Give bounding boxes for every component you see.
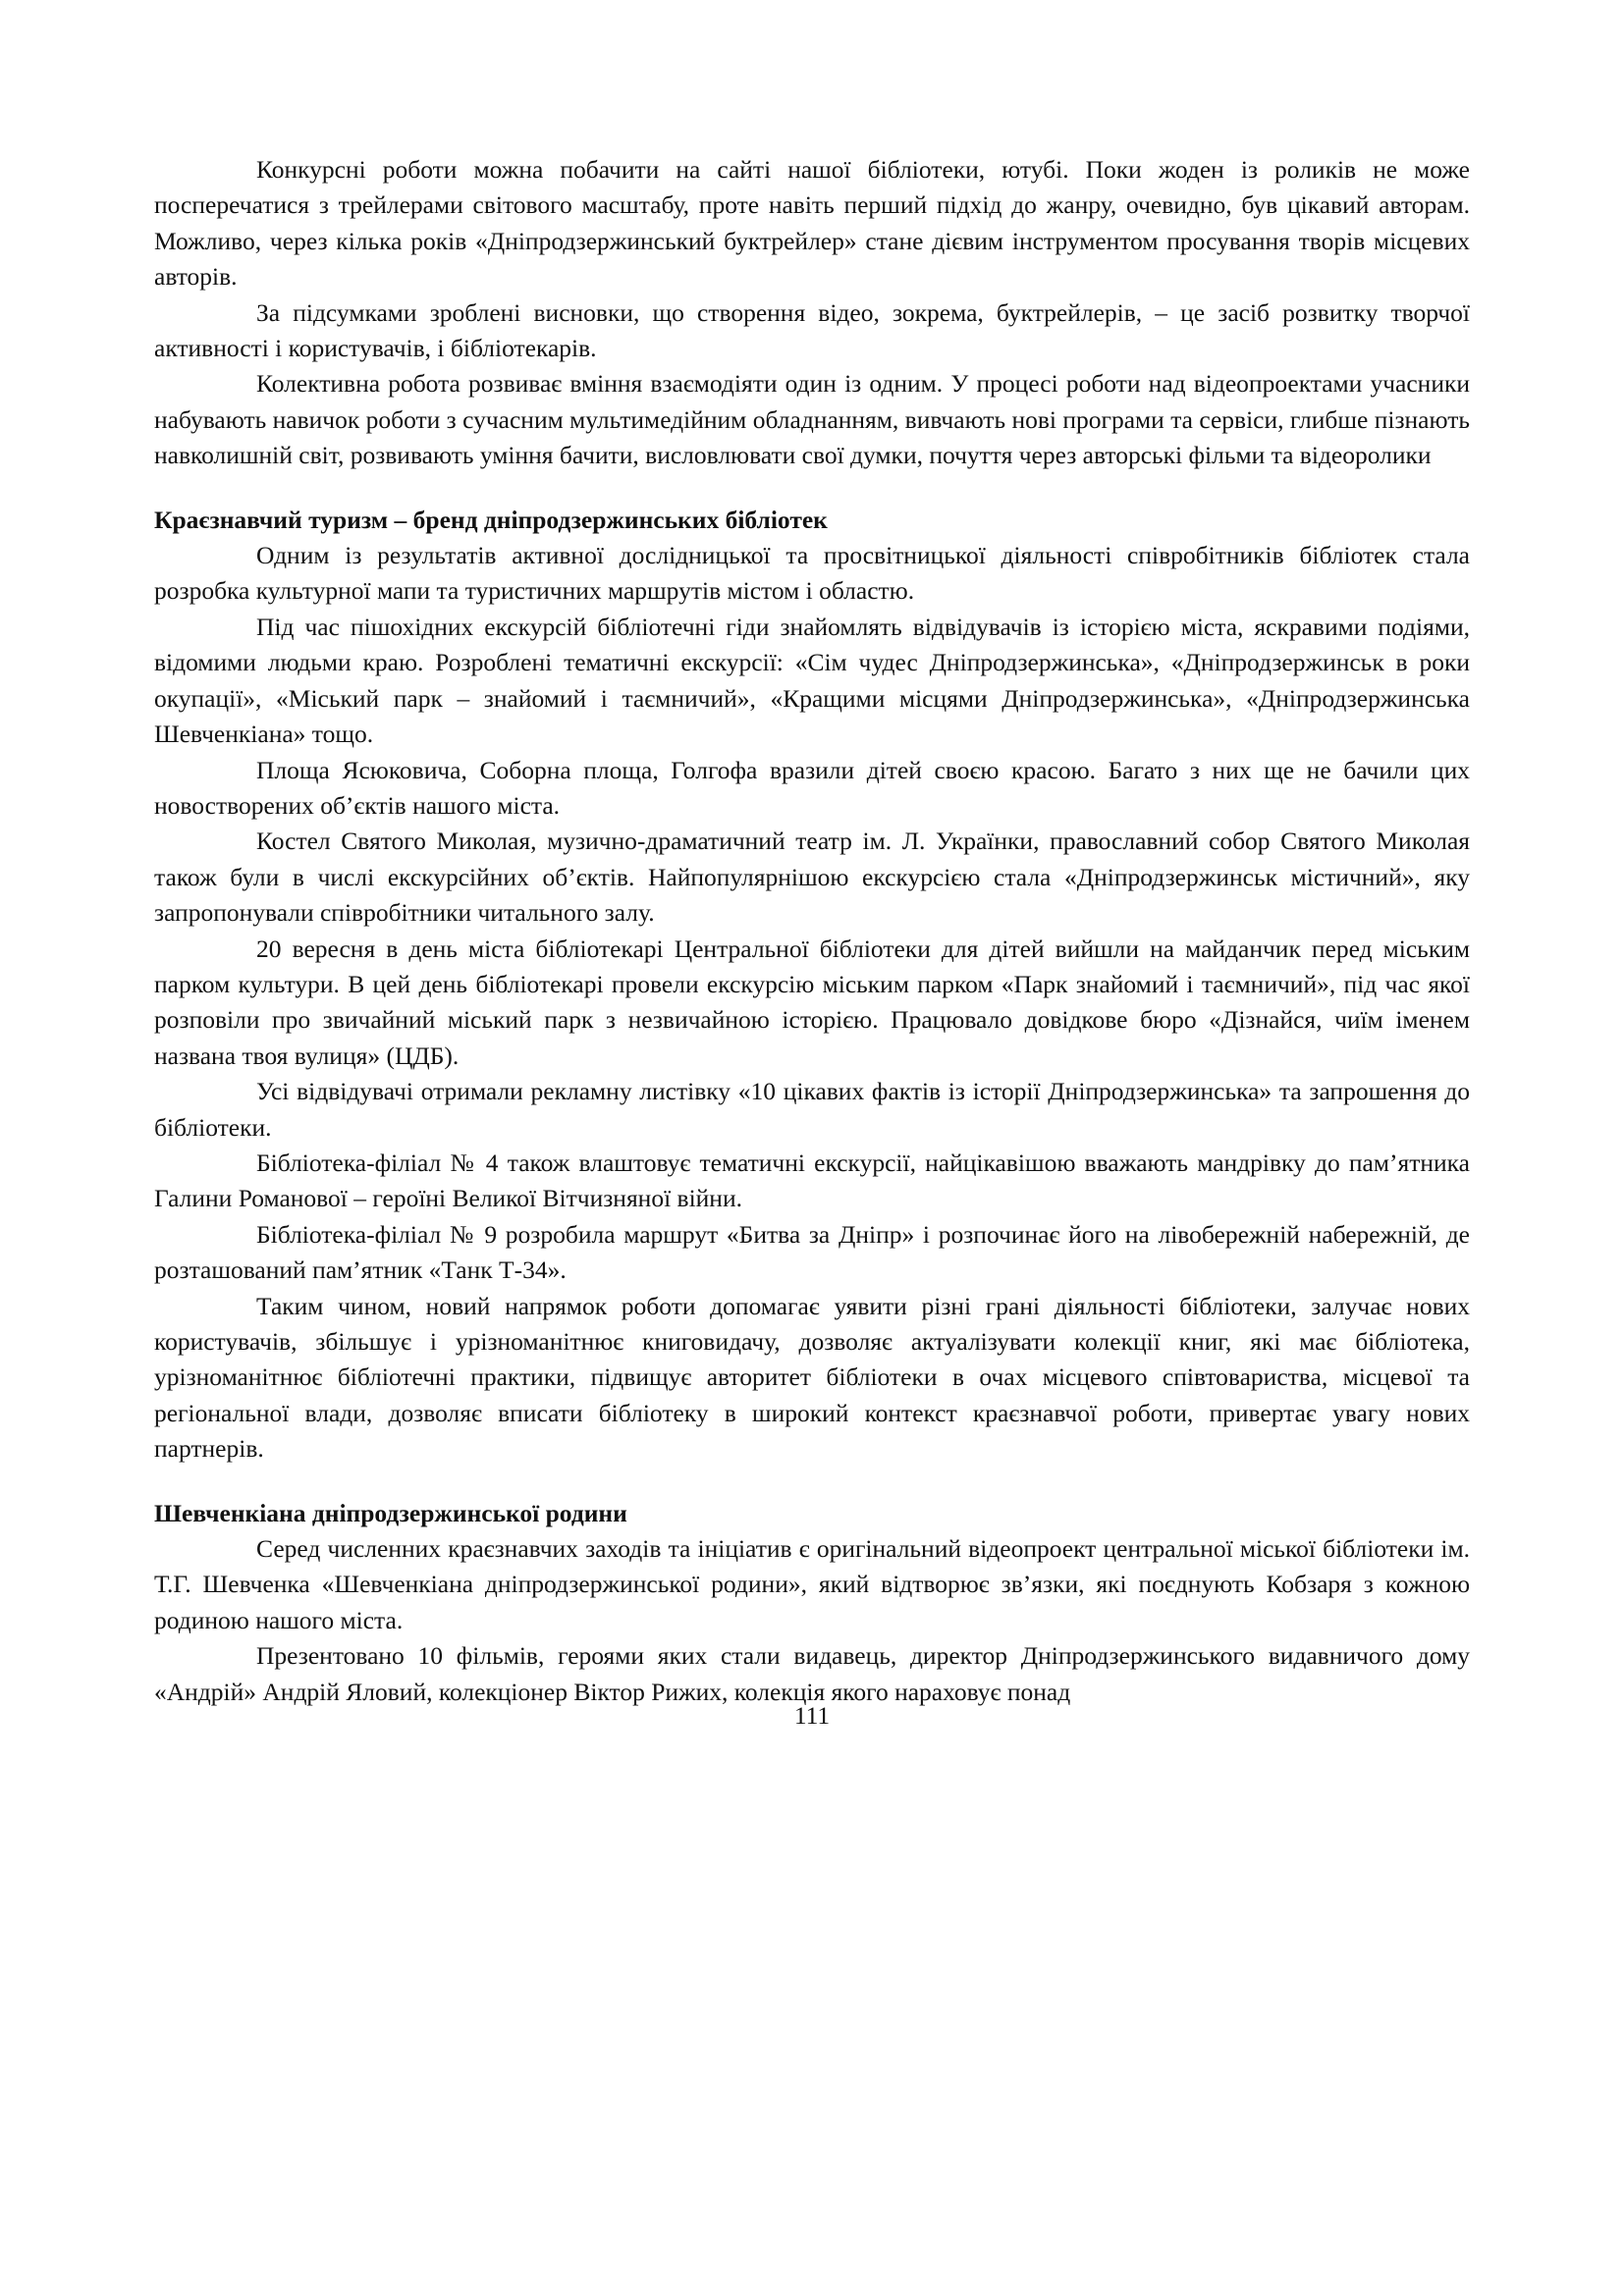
page-number: 111 xyxy=(793,1701,831,1730)
paragraph: Таким чином, новий напрямок роботи допомагає уявити різні грані діяльності бібліотеки, залучає нових користувачів, збільшує і урізноманітнює книговидачу, дозволяє актуалізувати колекції книг, які має бібліотека, урізноманітнює бібліотечні практики, підвищує авторитет бібліотеки в очах місцевого співтовариства, місцевої та регіональної влади, дозволяє вписати бібліотеку в широкий контекст краєзнавчої роботи, привертає увагу нових партнерів. xyxy=(154,1291,1470,1464)
paragraph: За підсумками зроблені висновки, що створення відео, зокрема, буктрейлерів, – це засіб розвитку творчої активності і користувачів, і бібліотекарів. xyxy=(154,297,1470,363)
section-shevchenkiana xyxy=(154,1496,1470,1710)
paragraph: Площа Ясюковича, Соборна площа, Голгофа вразили дітей своєю красою. Багато з них ще не бачили цих новостворених об’єктів нашого міста. xyxy=(154,755,1470,820)
paragraph: Бібліотека-філіал № 4 також влаштовує тематичні екскурсії, найцікавішою вважають мандрівку до пам’ятника Галини Романової – героїні Великої Вітчизняної війни. xyxy=(154,1148,1470,1213)
paragraph: Усі відвідувачі отримали рекламну листівку «10 цікавих фактів із історії Дніпродзержинська» та запрошення до бібліотеки. xyxy=(154,1077,1470,1142)
paragraph: Презентовано 10 фільмів, героями яких стали видавець, директор Дніпродзержинського видавничого дому «Андрій» Андрій Яловий, колекціонер Віктор Рижих, колекція якого нараховує понад xyxy=(154,1641,1470,1706)
paragraph: Колективна робота розвиває вміння взаємодіяти один із одним. У процесі роботи над відеопроектами учасники набувають навичок роботи з сучасним мультимедійним обладнанням, вивчають нові програми та сервіси, глибше пізнають навколишній світ, розвивають уміння бачити, висловлювати свої думки, почуття через авторські фільми та відеоролики xyxy=(154,369,1470,470)
document-page xyxy=(154,152,1470,1710)
paragraph: Костел Святого Миколая, музично-драматичний театр ім. Л. Українки, православний собор Святого Миколая також були в числі екскурсійних об’єктів. Найпопулярнішою екскурсією стала «Дніпродзержинськ містичний», яку запропонували співробітники читального залу. xyxy=(154,827,1470,928)
section-tourism xyxy=(154,503,1470,1468)
paragraph: Серед численних краєзнавчих заходів та ініціатив є оригінальний відеопроект центральної міської бібліотеки ім. Т.Г. Шевченка «Шевченкіана дніпродзержинської родини», який відтворює зв’язки, які поєднують Кобзаря з кожною родиною нашого міста. xyxy=(154,1534,1470,1634)
paragraph: Бібліотека-філіал № 9 розробила маршрут «Битва за Дніпр» і розпочинає його на лівобережній набережній, де розташований пам’ятник «Танк Т-34». xyxy=(154,1219,1470,1285)
paragraph: Під час пішохідних екскурсій бібліотечні гіди знайомлять відвідувачів із історією міста, яскравими подіями, відомими людьми краю. Розроблені тематичні екскурсії: «Сім чудес Дніпродзержинська», «Дніпродзержинськ в роки окупації», «Міський парк – знайомий і таємничий», «Кращими місцями Дніпродзержинська», «Дніпродзержинська Шевченкіана» тощо. xyxy=(154,612,1470,749)
paragraph: 20 вересня в день міста бібліотекарі Центральної бібліотеки для дітей вийшли на майданчик перед міським парком культури. В цей день бібліотекарі провели екскурсію міським парком «Парк знайомий і таємничий», під час якої розповіли про звичайний міський парк з незвичайною історією. Працювало довідкове бюро «Дізнайся, чиїм іменем названа твоя вулиця» (ЦДБ). xyxy=(154,934,1470,1070)
paragraph: Конкурсні роботи можна побачити на сайті нашої бібліотеки, ютубі. Поки жоден із роликів не може посперечатися з трейлерами світового масштабу, проте навіть перший підхід до жанру, очевидно, був цікавий авторам. Можливо, через кілька років «Дніпродзержинський буктрейлер» стане дієвим інструментом просування творів місцевих авторів. xyxy=(154,155,1470,292)
section-intro xyxy=(154,152,1470,474)
section-heading: Шевченкіана дніпродзержинської родини xyxy=(154,1498,627,1527)
paragraph: Одним із результатів активної дослідницької та просвітницької діяльності співробітників бібліотек стала розробка культурної мапи та туристичних маршрутів містом і областю. xyxy=(154,541,1470,606)
section-heading: Краєзнавчий туризм – бренд дніпродзержинських бібліотек xyxy=(154,505,828,534)
